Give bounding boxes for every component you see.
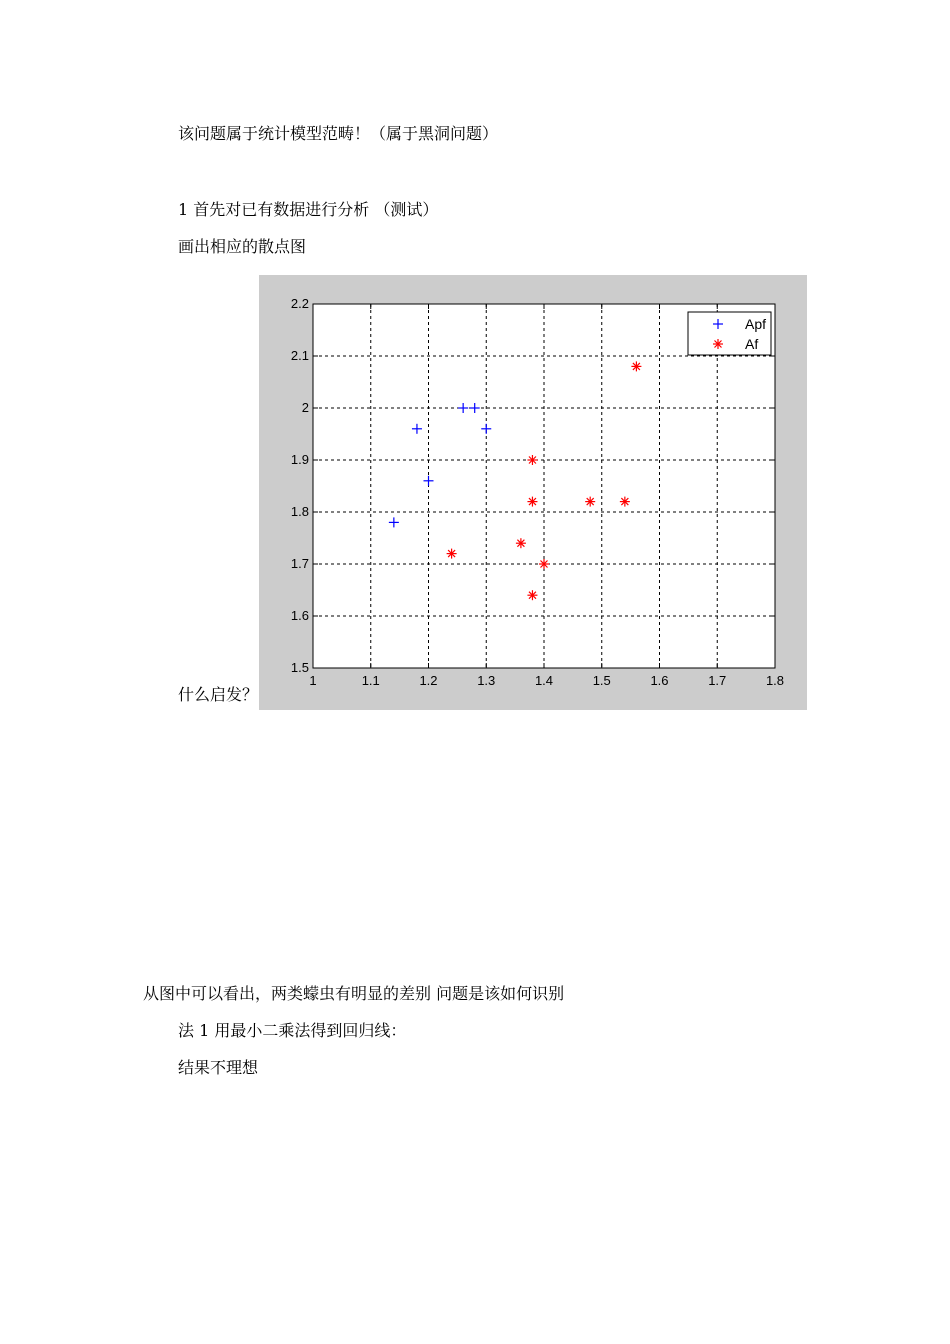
point-af bbox=[527, 455, 537, 465]
y-tick-label: 1.7 bbox=[290, 556, 309, 571]
x-tick-label: 1.5 bbox=[592, 673, 611, 688]
y-tick-label: 1.9 bbox=[290, 452, 309, 467]
scatter-caption: 画出相应的散点图 bbox=[178, 237, 307, 256]
y-tick-label: 1.5 bbox=[290, 660, 309, 675]
x-tick-label: 1.3 bbox=[477, 673, 496, 688]
intro-line: 该问题属于统计模型范畴！（属于黑洞问题） bbox=[178, 124, 499, 143]
x-tick-label: 1.6 bbox=[650, 673, 669, 688]
y-tick-label: 2 bbox=[301, 400, 309, 415]
result-line: 结果不理想 bbox=[178, 1058, 259, 1077]
scatter-figure bbox=[259, 275, 807, 710]
point-af bbox=[585, 497, 595, 507]
y-tick-label: 2.1 bbox=[290, 348, 309, 363]
y-tick-label: 1.6 bbox=[290, 608, 309, 623]
x-tick-label: 1.1 bbox=[361, 673, 380, 688]
legend bbox=[688, 312, 771, 355]
legend-label-af: Af bbox=[745, 336, 759, 352]
step-heading: 1 首先对已有数据进行分析 （测试） bbox=[178, 200, 439, 219]
observation-line: 从图中可以看出，两类蠓虫有明显的差别 问题是该如何识别 bbox=[143, 984, 565, 1003]
x-tick-label: 1.4 bbox=[534, 673, 554, 688]
y-tick-label: 1.8 bbox=[290, 504, 309, 519]
legend-label-apf: Apf bbox=[745, 316, 767, 332]
point-af bbox=[527, 590, 537, 600]
x-tick-label: 1.2 bbox=[419, 673, 438, 688]
question-line: 什么启发？ bbox=[178, 685, 259, 704]
x-tick-label: 1.8 bbox=[765, 673, 785, 688]
scatter-chart bbox=[259, 275, 807, 710]
x-tick-label: 1.7 bbox=[708, 673, 727, 688]
x-tick-label: 1 bbox=[309, 673, 317, 688]
point-af bbox=[539, 559, 549, 569]
point-af bbox=[527, 497, 537, 507]
method-line: 法 1 用最小二乘法得到回归线： bbox=[178, 1021, 407, 1040]
y-tick-label: 2.2 bbox=[290, 296, 309, 311]
legend-marker-af bbox=[713, 339, 723, 349]
